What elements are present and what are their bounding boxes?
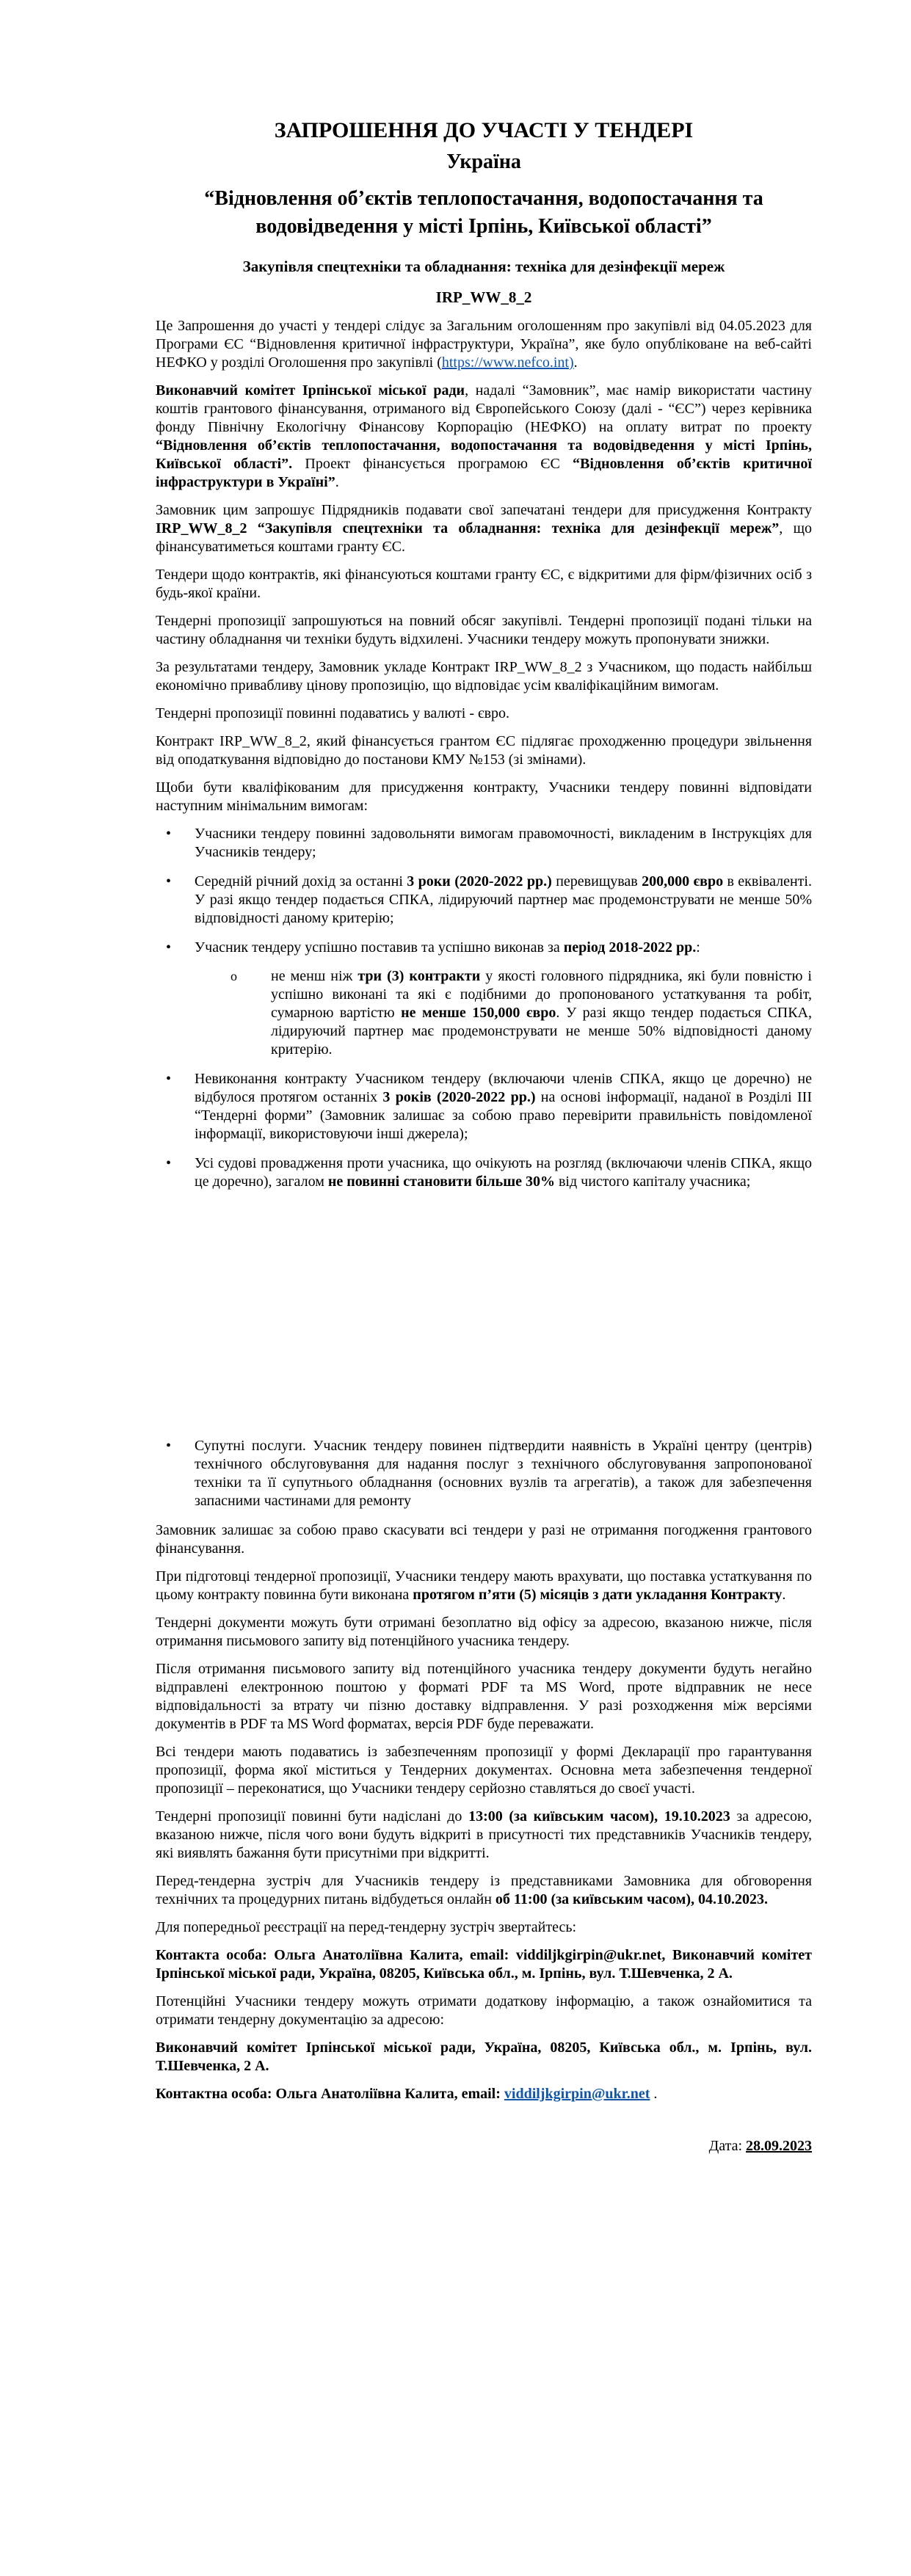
bullet-icon: • [166,826,172,842]
contact-person-paragraph: Контактна особа: Ольга Анатоліївна Калита, email: viddiljkgirpin@ukr.net . [156,2086,658,2102]
email-delivery-paragraph: Після отримання письмового запиту від потенційного учасника тендеру документи будуть негайно відправлені електронною поштою у форматі PDF та MS Word, проте відправник не несе відповідальності за втрату чи пізню доставку відправлення. У разі розходження між версіями документів в PDF та MS Word форматах, версія PDF буде переважати. [156,1661,812,1732]
currency-paragraph: Тендерні пропозиції повинні подаватись у валюті - євро. [156,705,510,721]
contract-reference: IRP_WW_8_2 [435,288,532,306]
employer-paragraph: Виконавчий комітет Ірпінської міської ради, надалі “Замовник”, має намір використати частину коштів грантового фінансування, отриманого від Європейського Союзу (далі - “ЄС”) через керівника фонду Північну Екологічну Фінансову Корпорацію (НЕФКО) на оплату витрат по проекту “Відновлення об’єктів теплопостачання, водопостачання та водовідведення у місті Ірпінь, Київської області”. Проект фінансується програмою ЄС “Відновлення об’єктів критичної інфраструктури в Україні”. [156,382,813,490]
bid-security-paragraph: Всі тендери мають подаватись із забезпеченням пропозиції у формі Декларації про гарантування пропозиції, форма якої міститься у Тендерних документах. Основна мета забезпечення тендерної пропозиції – переконатися, що Учасники тендеру серйозно ставляться до своєї участі. [156,1744,812,1797]
documents-paragraph: Тендерні документи можуть бути отримані безоплатно від офісу за адресою, вказаною нижче, після отримання письмового запиту від потенційного учасника тендеру. [156,1615,812,1649]
list-item: • Середній річний дохід за останні 3 роки (2020-2022 рр.) перевищував 200,000 євро в еквіваленті. У разі якщо тендер подається СПКА, лідируючий партнер має продемонструвати не менше 50% відповідності даному критерію; [166,873,812,926]
tax-exemption-paragraph: Контракт IRP_WW_8_2, який фінансується грантом ЄС підлягає проходженню процедури звільнення від оподаткування відповідно до постанови КМУ №153 (зі змінами). [156,733,812,768]
registration-paragraph: Для попередньої реєстрації на перед-тендерну зустріч звертайтесь: [156,1919,577,1935]
list-item: • Учасники тендеру повинні задовольняти вимогам правомочності, викладеним в Інструкціях для Учасників тендеру; [166,826,812,860]
document-title: ЗАПРОШЕННЯ ДО УЧАСТІ У ТЕНДЕРІ [274,118,694,142]
list-item: • Учасник тендеру успішно поставив та успішно виконав за період 2018-2022 рр.: o не менш ніж три (3) контракти у якості головного підрядника, які були повністю і успішно виконані та які є подібними до пропонованого устаткування та робіт, сумарною вартістю не менше 150,000 євро. У разі якщо тендер подається СПКА, лідируючий партнер має продемонструвати не менше 50% відповідності даному критерію. [166,939,813,1058]
full-scope-paragraph: Тендерні пропозиції запрошуються на повний обсяг закупівлі. Тендерні пропозиції подані тільки на частину обладнання чи техніки будуть відхилені. Учасники тендеру можуть пропонувати знижки. [156,613,812,647]
list-item: • Невиконання контракту Учасником тендеру (включаючи членів СПКА, якщо це доречно) не відбулося протягом останніх 3 років (2020-2022 рр.) на основі інформації, наданої в Розділі III “Тендерні форми” (Замовник залишає за собою право перевірити правильність повідомленої інформації, використовуючи інші джерела); [166,1071,812,1142]
bullet-icon: • [166,1155,172,1171]
bullet-icon: • [166,1071,172,1087]
circle-bullet-icon: o [231,969,237,983]
invitation-paragraph: Замовник цим запрошує Підрядників подавати свої запечатані тендери для присудження Контракту IRP_WW_8_2 “Закупівля спецтехніки та обладнання: техніка для дезінфекції мереж”, що фінансуватиметься коштами гранту ЄС. [156,502,812,555]
eligibility-paragraph: Тендери щодо контрактів, які фінансуються коштами гранту ЄС, є відкритими для фірм/фізичних осіб з будь-якої країни. [156,567,812,601]
intro-paragraph: Це Запрошення до участі у тендері слідує за Загальним оголошенням про закупівлі від 04.05.2023 для Програми ЄС “Відновлення критичної інфраструктури, Україна”, яке було опубліковане на веб-сайті НЕФКО у розділі Оголошення про закупівлі (https://www.nefco.int). [156,318,812,371]
lot-title: Закупівля спецтехніки та обладнання: техніка для дезінфекції мереж [242,258,725,275]
additional-info-paragraph: Потенційні Учасники тендеру можуть отримати додаткову інформацію, а також ознайомитися та отримати тендерну документацію за адресою: [156,1993,812,2028]
services-list [156,1437,812,1510]
sub-list-item: o не менш ніж три (3) контракти у якості головного підрядника, які були повністю і успішно виконані та які є подібними до пропонованого устаткування та робіт, сумарною вартістю не менше 150,000 євро. У разі якщо тендер подається СПКА, лідируючий партнер має продемонструвати не менше 50% відповідності даному критерію. [231,968,813,1058]
document-date: Дата: 28.09.2023 [708,2138,812,2154]
qualification-list [156,825,812,1191]
sub-list [195,967,812,1059]
bullet-icon: • [166,1438,172,1454]
list-item: • Усі судові провадження проти учасника, що очікують на розгляд (включаючи членів СПКА, якщо це доречно), загалом не повинні становити більше 30% від чистого капіталу учасника; [166,1155,812,1190]
nefco-link[interactable]: https://www.nefco.int) [441,354,574,371]
deadline-paragraph: Тендерні пропозиції повинні бути надіслані до 13:00 (за київським часом), 19.10.2023 за адресою, вказаною нижче, після чого вони будуть відкриті в присутності тих представників Учасників тендеру, які виявлять бажання бути присутніми при відкритті. [156,1808,812,1861]
qualification-intro: Щоби бути кваліфікованим для присудження контракту, Учасники тендеру повинні відповідати наступним мінімальним вимогам: [156,779,812,814]
list-item: • Супутні послуги. Учасник тендеру повинен підтвердити наявність в Україні центру (центрів) технічного обслуговування для надання послуг з технічного обслуговування запропонованої техніки та її супутнього обладнання (основних вузлів та агрегатів), а також для забезпечення запасними частинами для ремонту [166,1438,812,1509]
bullet-icon: • [166,939,172,956]
country-heading: Україна [446,150,521,173]
project-title: “Відновлення об’єктів теплопостачання, водопостачання та водовідведення у місті Ірпінь, Київської області” [204,187,763,238]
cancellation-paragraph: Замовник залишає за собою право скасувати всі тендери у разі не отримання погодження грантового фінансування. [156,1522,812,1557]
contact-paragraph: Контакта особа: Ольга Анатоліївна Калита, email: viddiljkgirpin@ukr.net, Виконавчий комітет Ірпінської міської ради, Україна, 08205, Київська обл., м. Ірпінь, вул. Т.Шевченка, 2 А. [156,1947,812,1982]
bullet-icon: • [166,873,172,889]
document-body [156,112,812,2155]
address-paragraph: Виконавчий комітет Ірпінської міської ради, Україна, 08205, Київська обл., м. Ірпінь, вул. Т.Шевченка, 2 А. [156,2040,812,2074]
award-paragraph: За результатами тендеру, Замовник укладе Контракт IRP_WW_8_2 з Учасником, що подасть найбільш економічно привабливу цінову пропозицію, що відповідає усім кваліфікаційним вимогам. [156,659,812,694]
pre-bid-meeting-paragraph: Перед-тендерна зустріч для Учасників тендеру із представниками Замовника для обговорення технічних та процедурних питань відбудеться онлайн об 11:00 (за київським часом), 04.10.2023. [156,1873,812,1907]
email-link[interactable]: viddiljkgirpin@ukr.net [504,2086,650,2102]
delivery-paragraph: При підготовці тендерної пропозиції, Учасники тендеру мають врахувати, що поставка устаткування по цьому контракту повинна бути виконана протягом п’яти (5) місяців з дати укладання Контракту. [156,1568,812,1603]
blank-space [156,1202,812,1437]
